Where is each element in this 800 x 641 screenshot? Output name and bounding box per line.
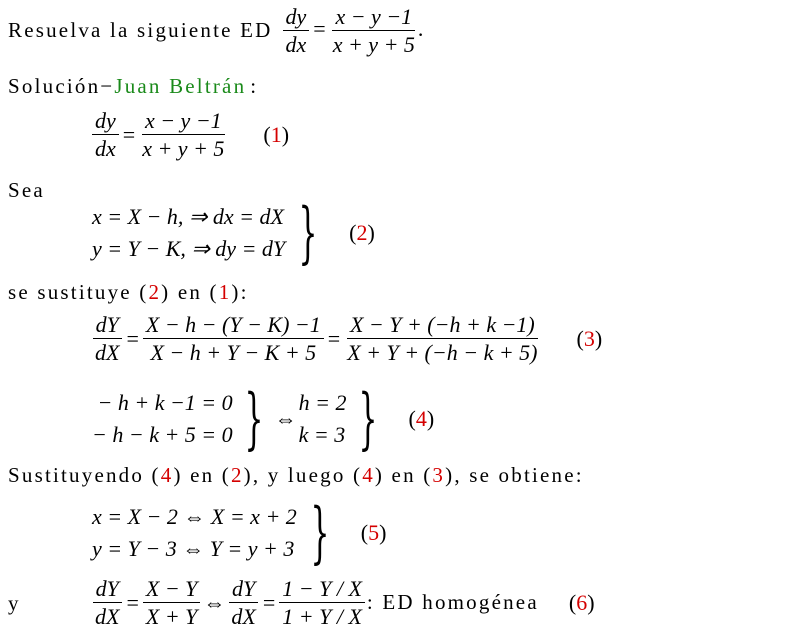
eq1-rhs-num: x − y −1 <box>142 108 225 135</box>
eq6-label: : ED homogénea <box>366 590 539 615</box>
eq4-left1: − h + k −1 = 0 <box>97 390 233 415</box>
sust-t3: ), y luego ( <box>243 463 363 487</box>
eq6-tag-number: 6 <box>576 589 588 615</box>
equation-5 <box>92 494 387 571</box>
eq3-mid-num: X − h − (Y − K) −1 <box>143 312 324 339</box>
eq3-rhs-den: X + Y + (−h − k + 5) <box>347 340 538 366</box>
eq5-system <box>92 504 297 562</box>
substitute-text3: ): <box>231 280 249 304</box>
eq6-b-fraction <box>143 576 201 630</box>
substitute-line <box>8 280 249 305</box>
eq3-mid-fraction <box>143 312 324 366</box>
eq6-c-num: dY <box>229 576 258 603</box>
problem-lhs-num: dy <box>283 4 310 31</box>
solution-line <box>8 74 258 99</box>
eq3-lhs-num: dY <box>93 312 122 339</box>
solution-colon: : <box>250 74 259 98</box>
sustituyendo-line <box>8 463 584 488</box>
eq6-d-fraction <box>279 576 365 630</box>
substitute-text1: se sustituye ( <box>8 280 149 304</box>
eq4-left2: − h − k + 5 = 0 <box>92 422 233 447</box>
eq6-d-num: 1 − Y / X <box>279 576 365 603</box>
eq6-prefix: y <box>8 591 21 615</box>
eq6-b-num: X − Y <box>143 576 201 603</box>
eq4-right-brace-left: } <box>244 380 264 457</box>
eq6-tag: (6) <box>568 589 595 615</box>
sust-t5: ), se obtiene: <box>445 463 584 487</box>
eq6-iff: ⇔ <box>203 589 226 615</box>
problem-statement <box>8 4 423 58</box>
sust-r4: 3 <box>432 463 446 487</box>
eq2-right-brace: } <box>298 194 318 271</box>
eq6-d-den: 1 + Y / X <box>282 604 362 630</box>
eq2-system <box>92 204 285 262</box>
equation-2 <box>92 194 375 271</box>
eq1-tag-number: 1 <box>270 121 282 147</box>
problem-period: . <box>417 15 424 41</box>
eq5-line1: x = X − 2 ⇔ X = x + 2 <box>92 504 297 529</box>
eq1-lhs-den: dx <box>95 136 116 162</box>
problem-equation: $\frac{dy}{dx}$ = $\frac{x - y -1}{x + y + 5}$ . <box>283 4 424 58</box>
eq5-right-brace: } <box>310 494 330 571</box>
eq4-tag-number: 4 <box>415 406 427 431</box>
eq3-lhs-den: dX <box>95 340 120 366</box>
eq4-right2: k = 3 <box>298 422 346 447</box>
eq2-line1: x = X − h, ⇒ dx = dX <box>92 204 284 229</box>
eq6-a-num: dY <box>93 576 122 603</box>
problem-lhs-den: dx <box>285 32 307 58</box>
eq5-tag: (5) <box>360 520 387 545</box>
eq6-c-den: dX <box>231 604 256 630</box>
substitute-text2: ) en ( <box>161 280 219 304</box>
eq4-tag: (4) <box>408 406 435 431</box>
eq3-tag: (3) <box>576 325 603 351</box>
problem-intro: Resuelva la siguiente ED <box>8 18 273 43</box>
eq3-tag-number: 3 <box>583 325 595 351</box>
eq6-b-den: X + Y <box>145 604 198 630</box>
problem-lhs-fraction <box>283 4 310 58</box>
sust-t2: ) en ( <box>173 463 231 487</box>
equation-6: $\frac{dY}{dX}$ = $\frac{X - Y}{X + Y}$ ⇔ $\frac{dY}{dX}$ = $\frac{1 - Y / X}{1 + Y / X}$ : ED homogénea (6) <box>92 576 595 630</box>
eq3-rhs-fraction <box>344 312 540 366</box>
solution-dash: − <box>100 74 115 98</box>
eq2-tag: (2) <box>349 220 375 245</box>
eq1-lhs-fraction <box>92 108 119 162</box>
eq4-left-system <box>92 390 233 448</box>
eq4-right-brace: } <box>358 380 377 457</box>
sust-t4: ) en ( <box>374 463 433 487</box>
eq5-line2: y = Y − 3 ⇔ Y = y + 3 <box>92 536 295 561</box>
eq4-right1: h = 2 <box>298 390 347 415</box>
eq4-right-system <box>299 390 347 448</box>
solution-label: Solución <box>8 74 101 98</box>
eq1-rhs-fraction <box>139 108 227 162</box>
problem-rhs-num: x − y −1 <box>332 4 415 31</box>
eq1-lhs-num: dy <box>92 108 119 135</box>
eq6-c-fraction <box>228 576 258 630</box>
solution-author: Juan Beltrán <box>114 74 247 98</box>
problem-rhs-fraction <box>330 4 418 58</box>
sust-r1: 4 <box>160 463 174 487</box>
eq6-a-fraction <box>92 576 122 630</box>
eq6-a-den: dX <box>95 604 120 630</box>
substitute-ref2: 1 <box>218 280 232 304</box>
eq1-tag: (1) <box>263 121 290 147</box>
eq2-tag-number: 2 <box>356 220 368 245</box>
eq2-line2: y = Y − K, ⇒ dy = dY <box>92 236 286 261</box>
equation-4 <box>92 380 435 457</box>
eq1-rhs-den: x + y + 5 <box>142 136 225 162</box>
sust-t1: Sustituyendo ( <box>8 463 161 487</box>
problem-rhs-den: x + y + 5 <box>332 32 415 58</box>
sust-r2: 2 <box>230 463 244 487</box>
sea-label: Sea <box>8 178 45 202</box>
sust-r3: 4 <box>362 463 375 487</box>
eq3-lhs-fraction <box>92 312 122 366</box>
eq5-tag-number: 5 <box>368 520 380 545</box>
eq3-rhs-num: X − Y + (−h + k −1) <box>347 312 538 339</box>
eq4-iff: ⇔ <box>274 406 297 431</box>
equation-3: $\frac{dY}{dX}$ = $\frac{X - h - (Y - K) -1}{X - h + Y - K + 5}$ = $\frac{X - Y + (-h + k -1)}{X + Y + (-h - k + 5)}$ (3) <box>92 312 602 366</box>
substitute-ref1: 2 <box>148 280 162 304</box>
eq3-mid-den: X − h + Y − K + 5 <box>150 340 317 366</box>
equation-1: $\frac{dy}{dx}$ = $\frac{x - y -1}{x + y + 5}$ (1) <box>92 108 289 162</box>
